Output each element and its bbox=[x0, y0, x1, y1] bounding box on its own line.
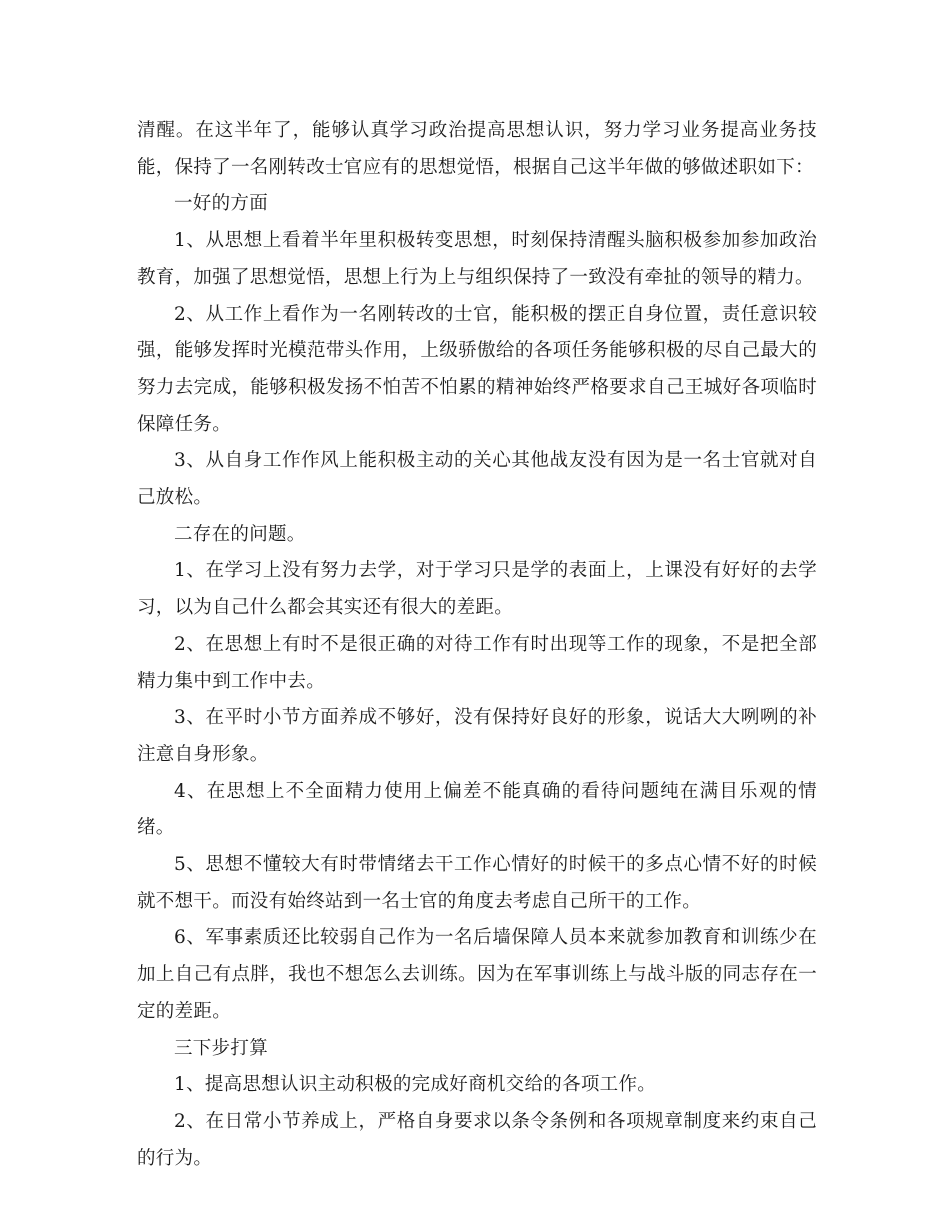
paragraph-problem-4: 4、在思想上不全面精力使用上偏差不能真确的看待问题纯在满目乐观的情绪。 bbox=[137, 780, 817, 839]
paragraph-plan-2: 2、在日常小节养成上，严格自身要求以条令条例和各项规章制度来约束自己的行为。 bbox=[137, 1110, 817, 1169]
paragraph-problem-6: 6、军事素质还比较弱自己作为一名后墙保障人员本来就参加教育和训练少在加上自己有点胖，我也不想怎么去训练。因为在军事训练上与战斗版的同志存在一定的差距。 bbox=[137, 927, 817, 1022]
paragraph-problem-2: 2、在思想上有时不是很正确的对待工作有时出现等工作的现象，不是把全部精力集中到工作中去。 bbox=[137, 633, 817, 692]
paragraph-problem-5: 5、思想不懂较大有时带情绪去干工作心情好的时候干的多点心情不好的时候就不想干。而没有始终站到一名士官的角度去考虑自己所干的工作。 bbox=[137, 854, 817, 912]
paragraph-problem-3: 3、在平时小节方面养成不够好，没有保持好良好的形象，说话大大咧咧的补注意自身形象。 bbox=[137, 707, 817, 765]
document-body bbox=[137, 113, 817, 1177]
paragraph-problem-1: 1、在学习上没有努力去学，对于学习只是学的表面上，上课没有好好的去学习，以为自己什么都会其实还有很大的差距。 bbox=[137, 560, 817, 619]
paragraph-strength-2: 2、从工作上看作为一名刚转改的士官，能积极的摆正自身位置，责任意识较强，能够发挥时光模范带头作用，上级骄傲给的各项任务能够积极的尽自己最大的努力去完成，能够积极发扬不怕苦不怕累的精神始终严格要求自己王城好各项临时保障任务。 bbox=[137, 303, 817, 435]
section-heading-plans: 三下步打算 bbox=[174, 1037, 269, 1059]
paragraph-strength-3: 3、从自身工作作风上能积极主动的关心其他战友没有因为是一名士官就对自己放松。 bbox=[137, 450, 817, 509]
section-heading-problems: 二存在的问题。 bbox=[174, 523, 306, 545]
section-heading-strengths: 一好的方面 bbox=[174, 193, 269, 215]
paragraph-strength-1: 1、从思想上看着半年里积极转变思想，时刻保持清醒头脑积极参加参加政治教育，加强了思想觉悟，思想上行为上与组织保持了一致没有牵扯的领导的精力。 bbox=[137, 230, 817, 288]
paragraph-intro: 清醒。在这半年了，能够认真学习政治提高思想认识，努力学习业务提高业务技能，保持了一名刚转改士官应有的思想觉悟，根据自己这半年做的够做述职如下： bbox=[137, 120, 817, 178]
paragraph-plan-1: 1、提高思想认识主动积极的完成好商机交给的各项工作。 bbox=[174, 1074, 657, 1096]
